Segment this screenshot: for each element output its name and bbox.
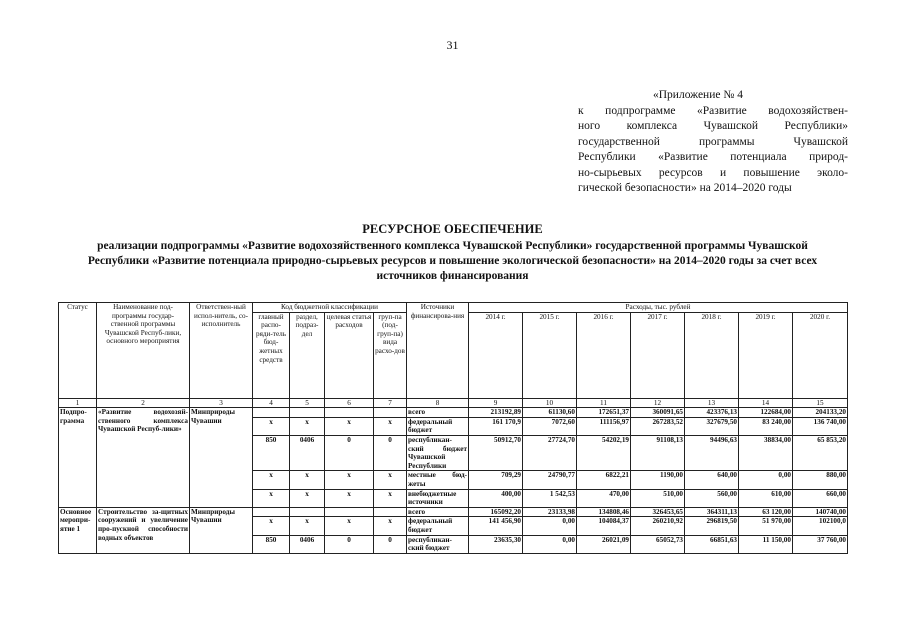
header-year: 2017 г. [631, 312, 685, 398]
funding-source: федеральный бюджет [407, 517, 469, 535]
expense-value: 37 760,00 [793, 535, 848, 553]
column-number: 15 [793, 398, 848, 408]
budget-code-cell [290, 507, 325, 517]
budget-code-cell: 0406 [290, 535, 325, 553]
expense-value: 24790,77 [523, 471, 577, 489]
header-expenses: Расходы, тыс. рублей [469, 303, 848, 313]
budget-code-cell: x [290, 517, 325, 535]
funding-source: всего [407, 507, 469, 517]
expense-value: 709,29 [469, 471, 523, 489]
budget-code-cell [290, 408, 325, 418]
column-number: 8 [407, 398, 469, 408]
budget-code-cell: x [290, 417, 325, 435]
column-number: 9 [469, 398, 523, 408]
expense-value: 23133,98 [523, 507, 577, 517]
budget-code-cell [325, 507, 374, 517]
appendix-note [578, 88, 848, 197]
expense-value: 0,00 [523, 535, 577, 553]
column-number: 13 [685, 398, 739, 408]
table-row [59, 507, 848, 517]
expense-value: 140740,00 [793, 507, 848, 517]
header-code-grbs: главный распо-ряди-тель бюд-жетных средств [253, 312, 290, 398]
column-number: 11 [577, 398, 631, 408]
header-executor: Ответствен-ный испол-нитель, со-исполнитель [190, 303, 253, 399]
expense-value: 1190,00 [631, 471, 685, 489]
column-number: 7 [374, 398, 407, 408]
expense-value: 880,00 [793, 471, 848, 489]
expense-value: 61130,60 [523, 408, 577, 418]
budget-code-cell: x [290, 471, 325, 489]
appendix-line: ного комплекса Чувашской Республики» [578, 120, 848, 132]
budget-code-cell: 0 [325, 435, 374, 470]
expense-value: 91108,13 [631, 435, 685, 470]
header-year: 2018 г. [685, 312, 739, 398]
budget-code-cell: x [374, 417, 407, 435]
budget-code-cell: 0 [325, 535, 374, 553]
expense-value: 65 853,20 [793, 435, 848, 470]
expense-value: 510,00 [631, 489, 685, 507]
expense-value: 51 970,00 [739, 517, 793, 535]
column-number: 3 [190, 398, 253, 408]
budget-code-cell: x [325, 517, 374, 535]
expense-value: 423376,13 [685, 408, 739, 418]
expense-value: 161 170,9 [469, 417, 523, 435]
header-code-article: целевая статья расходов [325, 312, 374, 398]
expense-value: 23635,30 [469, 535, 523, 553]
funding-source: республикан-ский бюджет Чувашской Республики [408, 435, 467, 470]
section-name: «Развитие водохозяй-ственного комплекса Чувашской Респуб-лики» [97, 408, 190, 508]
expense-value: 660,00 [793, 489, 848, 507]
expense-value: 560,00 [685, 489, 739, 507]
header-code-section: раздел, подраз-дел [290, 312, 325, 398]
header-year: 2015 г. [523, 312, 577, 398]
budget-code-cell: x [253, 489, 290, 507]
funding-source: внебюджетные источники [407, 489, 469, 507]
expense-value: 83 240,00 [739, 417, 793, 435]
expense-value: 326453,65 [631, 507, 685, 517]
expense-value: 11 150,00 [739, 535, 793, 553]
expense-value: 104084,37 [577, 517, 631, 535]
appendix-line: государственной программы Чувашской [578, 135, 848, 148]
expense-value: 134808,46 [577, 507, 631, 517]
expense-value: 165092,20 [469, 507, 523, 517]
expense-value: 172651,37 [577, 408, 631, 418]
budget-code-cell: 850 [253, 535, 290, 553]
expense-value: 610,00 [739, 489, 793, 507]
budget-code-cell: x [374, 517, 407, 535]
expense-value: 296819,50 [685, 517, 739, 535]
expense-value: 640,00 [685, 471, 739, 489]
expense-value: 66851,63 [685, 535, 739, 553]
expense-value: 204133,20 [793, 408, 848, 418]
section-status: Основное меропри-ятие 1 [59, 507, 97, 553]
expense-value: 213192,89 [469, 408, 523, 418]
resource-table [58, 302, 848, 554]
expense-value: 65052,73 [631, 535, 685, 553]
header-code: Код бюджетной классификации [253, 303, 407, 313]
expense-value: 470,00 [577, 489, 631, 507]
expense-value: 360091,65 [631, 408, 685, 418]
expense-value: 38834,00 [739, 435, 793, 470]
expense-value: 1 542,53 [523, 489, 577, 507]
expense-value: 63 120,00 [739, 507, 793, 517]
budget-code-cell: x [325, 417, 374, 435]
column-number: 14 [739, 398, 793, 408]
budget-code-cell: x [253, 517, 290, 535]
column-number: 10 [523, 398, 577, 408]
budget-code-cell: x [325, 489, 374, 507]
document-title: РЕСУРСНОЕ ОБЕСПЕЧЕНИЕ [362, 222, 543, 236]
column-number: 5 [290, 398, 325, 408]
header-year: 2016 г. [577, 312, 631, 398]
expense-value: 94496,63 [685, 435, 739, 470]
appendix-line: но-сырьевых ресурсов и повышение эколо- [578, 166, 848, 179]
budget-code-cell [253, 507, 290, 517]
expense-value: 141 456,90 [469, 517, 523, 535]
column-number: 12 [631, 398, 685, 408]
budget-code-cell [325, 408, 374, 418]
funding-source: всего [407, 408, 469, 418]
budget-code-cell: 0406 [290, 435, 325, 470]
expense-value: 122684,00 [739, 408, 793, 418]
header-year: 2014 г. [469, 312, 523, 398]
header-status: Статус [59, 303, 97, 399]
appendix-line: гической безопасности» на 2014–2020 годы [578, 182, 792, 194]
budget-code-cell: x [253, 417, 290, 435]
budget-code-cell: x [374, 489, 407, 507]
header-name: Наименование под-программы государ-ственной программы Чувашской Респуб-лики, основного мероприятия [97, 303, 190, 399]
budget-code-cell: 0 [374, 535, 407, 553]
appendix-title: «Приложение № 4 [653, 89, 743, 101]
column-number: 4 [253, 398, 290, 408]
section-executor: Минприроды Чувашии [190, 507, 253, 553]
section-status: Подпро-грамма [59, 408, 97, 508]
header-code-group: груп-па (под-груп-па) вида расхо-дов [374, 312, 407, 398]
column-number: 6 [325, 398, 374, 408]
budget-code-cell [253, 408, 290, 418]
expense-value: 260210,92 [631, 517, 685, 535]
budget-code-cell: x [325, 471, 374, 489]
expense-value: 136 740,00 [793, 417, 848, 435]
budget-code-cell [374, 408, 407, 418]
budget-code-cell: 850 [253, 435, 290, 470]
expense-value: 0,00 [523, 517, 577, 535]
appendix-line: Республики «Развитие потенциала природ- [578, 151, 848, 163]
expense-value: 327679,50 [685, 417, 739, 435]
budget-code-cell [374, 507, 407, 517]
expense-value: 111156,97 [577, 417, 631, 435]
header-year: 2020 г. [793, 312, 848, 398]
section-executor: Минприроды Чувашии [190, 408, 253, 508]
appendix-line: к подпрограмме «Развитие водохозяйствен- [578, 104, 848, 117]
budget-code-cell: 0 [374, 435, 407, 470]
expense-value: 54202,19 [577, 435, 631, 470]
expense-value: 7072,60 [523, 417, 577, 435]
funding-source: республикан-ский бюджет [407, 535, 469, 553]
budget-code-cell: x [253, 471, 290, 489]
expense-value: 267283,52 [631, 417, 685, 435]
table-row [59, 408, 848, 418]
expense-value: 26021,09 [577, 535, 631, 553]
budget-code-cell: x [374, 471, 407, 489]
funding-source: местные бюд-жеты [408, 471, 467, 488]
page-number: 31 [446, 38, 459, 52]
column-number: 2 [97, 398, 190, 408]
expense-value: 400,00 [469, 489, 523, 507]
header-year: 2019 г. [739, 312, 793, 398]
funding-source: федеральный бюджет [407, 417, 469, 435]
section-name: Строительство за-щитных сооружений и увеличение про-пускной способности водных объектов [97, 507, 190, 553]
expense-value: 0,00 [739, 471, 793, 489]
expense-value: 50912,70 [469, 435, 523, 470]
expense-value: 6822,21 [577, 471, 631, 489]
column-number: 1 [59, 398, 97, 408]
budget-code-cell: x [290, 489, 325, 507]
expense-value: 364311,13 [685, 507, 739, 517]
expense-value: 27724,70 [523, 435, 577, 470]
document-subtitle: реализации подпрограммы «Развитие водохозяйственного комплекса Чувашской Республики» государственной программы Чувашской Республики «Развитие потенциала природно-сырьевых ресурсов и повышение экологической безопасности» на 2014–2020 годы за счет всех источников финансирования [87, 240, 818, 282]
expense-value: 102100,0 [793, 517, 848, 535]
header-source: Источники финансирова-ния [407, 303, 469, 399]
